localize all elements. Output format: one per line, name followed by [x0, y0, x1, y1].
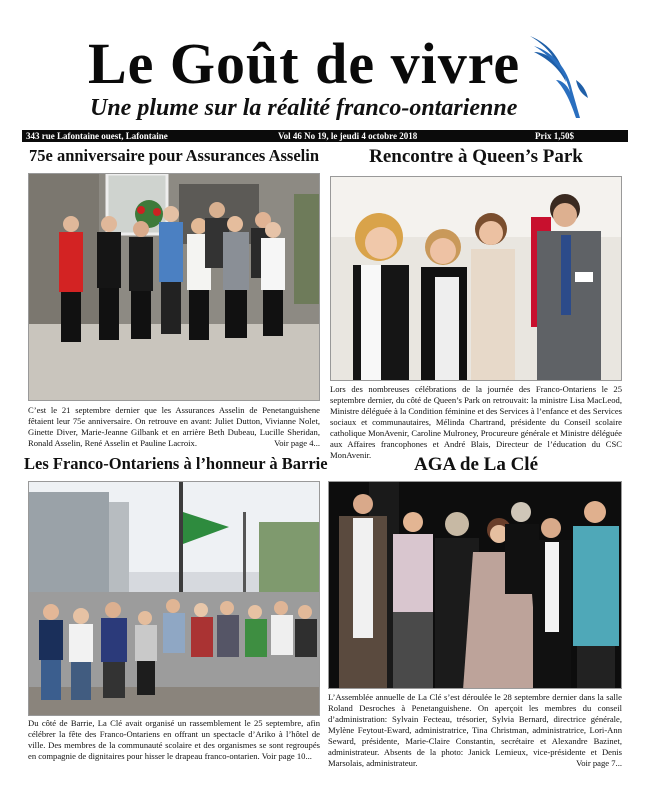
price-text: Prix 1,50$: [535, 131, 574, 141]
newspaper-title: Le Goût de vivre: [88, 31, 521, 96]
bird-logo-icon: [520, 30, 592, 120]
caption-text: C’est le 21 septembre dernier que les Assurances Asselin de Penetanguishene fêtaient leur 75e anniversaire. On retrouve en avant: Juliet Dutton, Vivianne Nolet, Ginette Diver, Marie-Jeanne Gilbank et en arrière Beth Dubeau, Lucille Sheridan, Ronald Asselin, René Asselin et Pauline Lacroix.: [28, 405, 320, 448]
issue-info-bar: [22, 130, 628, 142]
see-page-link[interactable]: Voir page 4...: [274, 438, 320, 448]
article-caption: [28, 718, 320, 762]
article-caption: [328, 692, 622, 769]
article-photo: [28, 481, 320, 716]
article-photo: [328, 481, 622, 689]
article-caption: [28, 405, 320, 449]
issue-date-text: Vol 46 No 19, le jeudi 4 octobre 2018: [278, 131, 418, 141]
caption-text: L’Assemblée annuelle de La Clé s’est déroulée le 28 septembre dernier dans la salle Roland Desroches à Penetanguishene. On aperçoit les membres du conseil d’administration: Sylvain Fecteau, trésorier, Sylvia Bernard, directrice générale, Mylène Feytout-Eward, administratrice, Tina Christman, administratrice, Lori-Ann Seward, présidente, Marie-Claire Constantin, secrétaire et Alexandre Bazinet, administrateur. Absents de la photo: Janick Lemieux, vice-présidente et Denis Marsolais, administrateur.: [328, 692, 622, 768]
article-caption: [330, 384, 622, 461]
article-headline: Rencontre à Queen’s Park: [369, 146, 583, 167]
newspaper-tagline: Une plume sur la réalité franco-ontarienne: [90, 95, 518, 121]
article-photo: [28, 173, 320, 401]
article-headline: AGA de La Clé: [413, 454, 539, 475]
see-page-link[interactable]: Voir page 7...: [576, 758, 622, 768]
caption-text: Lors des nombreuses célébrations de la journée des Franco-Ontariens le 25 septembre dernier, du côté de Queen’s Park on retrouvait: la ministre Lisa MacLeod, Ministre déléguée à la Condition féminine et des Services à l’enfance et des Services sociaux et communautaires, Mélinda Chartrand, présidente du Conseil scolaire catholique MonAvenir, Caroline Mulroney, Procureure générale et Ministre déléguée aux Affaires francophones et André Blais, Directeur de l’éducation du CSC MonAvenir.: [330, 384, 622, 460]
address-text: 343 rue Lafontaine ouest, Lafontaine: [26, 131, 168, 141]
masthead: [0, 0, 650, 128]
article-headline: Les Franco-Ontariens à l’honneur à Barrie: [24, 454, 328, 473]
article-headline: 75e anniversaire pour Assurances Asselin: [29, 146, 319, 165]
article-photo: [330, 176, 622, 381]
see-page-link[interactable]: Voir page 10...: [261, 751, 312, 761]
caption-text: Du côté de Barrie, La Clé avait organisé un rassemblement le 25 septembre, afin célébrer la fête des Franco-Ontariens en offrant un spectacle d’Ariko à l’hôtel de ville. Des membres de la communauté scolaire et des organismes se sont regroupés en compagnie de dignitaires pour hisser le drapeau franco-ontarien.: [28, 718, 320, 761]
